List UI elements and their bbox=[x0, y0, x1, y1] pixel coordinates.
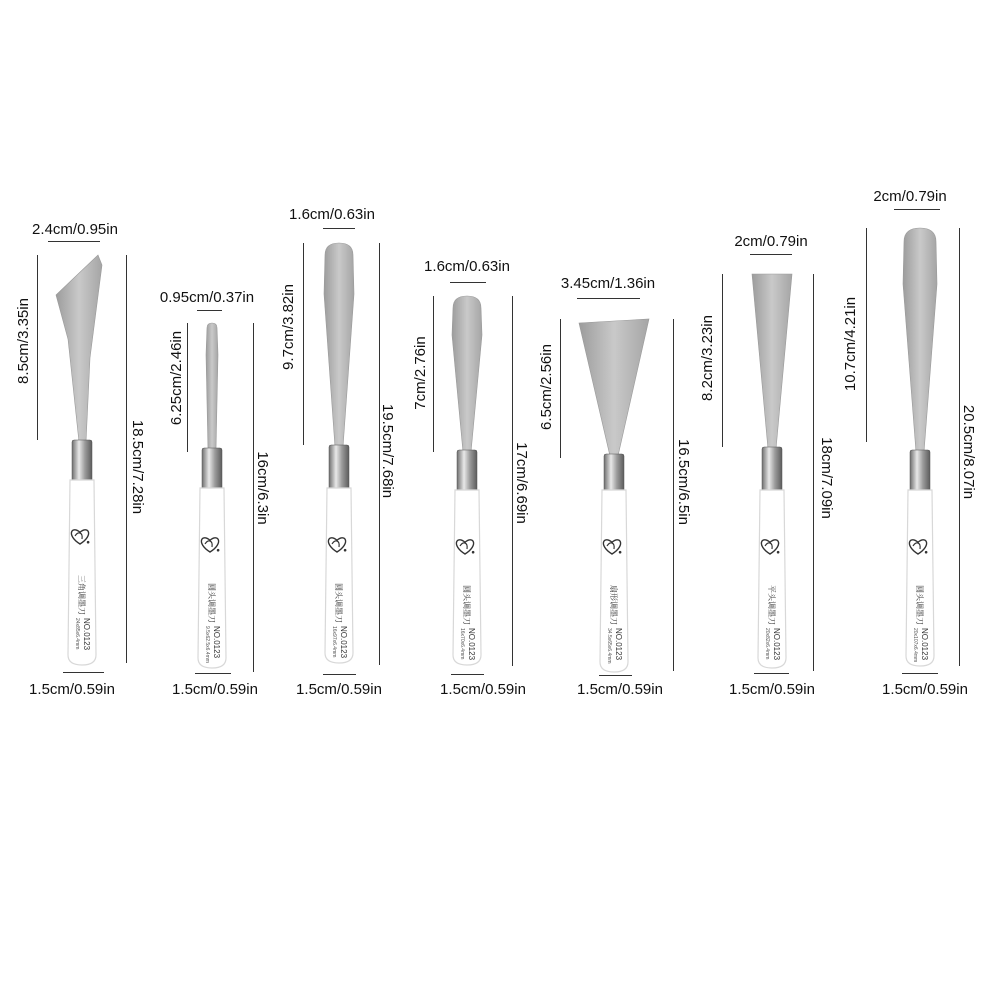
blade-width-line bbox=[577, 298, 640, 299]
model-number-text: NO.0123 bbox=[82, 618, 91, 651]
knife-blade bbox=[56, 255, 102, 442]
palette-knife-1 bbox=[56, 255, 102, 665]
handle-width-line bbox=[323, 674, 356, 675]
blade-width-label: 2.4cm/0.95in bbox=[32, 221, 118, 238]
blade-width-line bbox=[323, 228, 355, 229]
knife-blade bbox=[452, 296, 482, 452]
total-length-line bbox=[126, 255, 127, 663]
model-number-text: NO.0123 bbox=[467, 628, 476, 661]
handle-width-label: 1.5cm/0.59in bbox=[440, 681, 526, 698]
handle-name-text: 三角调墨刀 bbox=[77, 575, 86, 615]
blade-length-line bbox=[866, 228, 867, 442]
model-number-text: NO.0123 bbox=[212, 626, 221, 659]
total-length-line bbox=[813, 274, 814, 671]
palette-knife-6 bbox=[752, 274, 792, 668]
blade-length-line bbox=[37, 255, 38, 440]
palette-knife-3 bbox=[324, 243, 354, 663]
handle-width-label: 1.5cm/0.59in bbox=[882, 681, 968, 698]
knife-blade bbox=[579, 319, 649, 456]
blade-length-label: 6.25cm/2.46in bbox=[168, 330, 185, 426]
blade-width-line bbox=[197, 310, 222, 311]
handle-name-text: 圆头调墨刀 bbox=[915, 585, 924, 625]
knife-blade bbox=[206, 323, 218, 450]
knife-blade bbox=[324, 243, 354, 447]
knife-ferrule bbox=[762, 447, 782, 492]
handle-width-label: 1.5cm/0.59in bbox=[296, 681, 382, 698]
blade-length-line bbox=[433, 296, 434, 452]
total-length-label: 18.5cm/7.28in bbox=[129, 419, 146, 515]
size-print-text: 16x70x6.4mm bbox=[459, 628, 465, 660]
knife-ferrule bbox=[202, 448, 222, 490]
knife-ferrule bbox=[72, 440, 92, 482]
blade-width-label: 2cm/0.79in bbox=[873, 188, 947, 205]
size-print-text: 16x97x6.4mm bbox=[331, 626, 337, 658]
palette-knife-4 bbox=[452, 296, 482, 665]
blade-width-label: 1.6cm/0.63in bbox=[424, 258, 510, 275]
knife-ferrule bbox=[910, 450, 930, 492]
model-number-text: NO.0123 bbox=[614, 628, 623, 661]
blade-length-label: 8.2cm/3.23in bbox=[699, 315, 716, 401]
model-number-text: NO.0123 bbox=[920, 628, 929, 661]
model-number-text: NO.0123 bbox=[339, 626, 348, 659]
palette-knife-2 bbox=[198, 323, 226, 668]
palette-knife-5 bbox=[579, 319, 649, 672]
size-print-text: 20x107x6.4mm bbox=[912, 628, 918, 663]
total-length-label: 19.5cm/7.68in bbox=[379, 403, 396, 499]
blade-width-label: 3.45cm/1.36in bbox=[560, 275, 656, 292]
size-print-text: 24x85x6.4mm bbox=[74, 618, 80, 650]
size-print-text: 34.5x65x6.4mm bbox=[606, 628, 612, 664]
blade-length-line bbox=[187, 323, 188, 452]
blade-length-line bbox=[722, 274, 723, 447]
blade-width-label: 1.6cm/0.63in bbox=[289, 206, 375, 223]
handle-width-label: 1.5cm/0.59in bbox=[577, 681, 663, 698]
blade-length-label: 9.7cm/3.82in bbox=[280, 284, 297, 370]
blade-length-line bbox=[560, 319, 561, 458]
blade-width-line bbox=[894, 209, 940, 210]
total-length-label: 16.5cm/6.5in bbox=[675, 439, 692, 525]
handle-width-line bbox=[63, 672, 104, 673]
knife-ferrule bbox=[329, 445, 349, 490]
blade-width-label: 2cm/0.79in bbox=[734, 233, 808, 250]
blade-width-label: 0.95cm/0.37in bbox=[159, 289, 255, 306]
handle-width-line bbox=[451, 674, 484, 675]
handle-width-line bbox=[902, 673, 938, 674]
handle-width-line bbox=[754, 673, 789, 674]
handle-width-label: 1.5cm/0.59in bbox=[729, 681, 815, 698]
total-length-line bbox=[673, 319, 674, 671]
palette-knife-7 bbox=[903, 228, 937, 666]
knife-blade bbox=[903, 228, 937, 452]
blade-length-label: 7cm/2.76in bbox=[412, 336, 429, 410]
blade-width-line bbox=[750, 254, 792, 255]
blade-length-line bbox=[303, 243, 304, 445]
blade-length-label: 10.7cm/4.21in bbox=[842, 296, 859, 392]
blade-length-label: 6.5cm/2.56in bbox=[538, 344, 555, 430]
total-length-label: 16cm/6.3in bbox=[254, 451, 271, 525]
size-print-text: 9.5x62.5x6.4mm bbox=[204, 626, 210, 663]
knife-ferrule bbox=[457, 450, 477, 492]
size-print-text: 20x82x6.4mm bbox=[764, 628, 770, 660]
handle-name-text: 平头调墨刀 bbox=[767, 585, 776, 625]
model-number-text: NO.0123 bbox=[772, 628, 781, 661]
total-length-label: 20.5cm/8.07in bbox=[960, 404, 977, 500]
handle-name-text: 圆头调墨刀 bbox=[334, 583, 343, 623]
blade-width-line bbox=[48, 241, 100, 242]
blade-length-label: 8.5cm/3.35in bbox=[15, 298, 32, 384]
total-length-label: 17cm/6.69in bbox=[513, 442, 530, 524]
blade-width-line bbox=[450, 282, 486, 283]
handle-width-label: 1.5cm/0.59in bbox=[172, 681, 258, 698]
total-length-label: 18cm/7.09in bbox=[818, 437, 835, 519]
handle-width-label: 1.5cm/0.59in bbox=[29, 681, 115, 698]
handle-width-line bbox=[599, 675, 632, 676]
knife-blade bbox=[752, 274, 792, 449]
handle-width-line bbox=[195, 673, 231, 674]
knife-ferrule bbox=[604, 454, 624, 492]
handle-name-text: 圆头调墨刀 bbox=[462, 585, 471, 625]
handle-name-text: 扇形调墨刀 bbox=[609, 585, 618, 625]
handle-name-text: 圆头调墨刀 bbox=[207, 583, 216, 623]
